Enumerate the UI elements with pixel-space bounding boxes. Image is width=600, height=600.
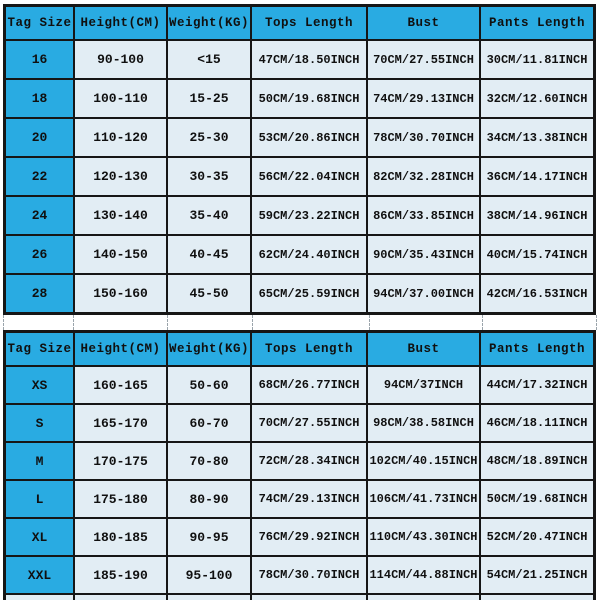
cell-bust: 94CM/37.00INCH: [367, 274, 480, 313]
cell-weight: 80-90: [167, 480, 251, 518]
header-tops-length: Tops Length: [251, 6, 367, 40]
cell-weight: 15-25: [167, 79, 251, 118]
cell-tops-length: 70CM/27.55INCH: [251, 404, 367, 442]
cell-height: 150-160: [74, 274, 167, 313]
header-pants-length: Pants Length: [480, 332, 594, 366]
cell-pants-length: 38CM/14.96INCH: [480, 196, 594, 235]
cell-pants-length: 50CM/19.68INCH: [480, 480, 594, 518]
cell-bust: 114CM/44.88INCH: [367, 556, 480, 594]
cell-bust: 70CM/27.55INCH: [367, 40, 480, 79]
cell-height: 90-100: [74, 40, 167, 79]
header-weight: Weight(KG): [167, 6, 251, 40]
cell-pants-length: 42CM/16.53INCH: [480, 274, 594, 313]
partial-cell: [251, 594, 367, 600]
cell-weight: 30-35: [167, 157, 251, 196]
header-tops-length: Tops Length: [251, 332, 367, 366]
cell-pants-length: 46CM/18.11INCH: [480, 404, 594, 442]
partial-cell: [367, 594, 480, 600]
cell-height: 185-190: [74, 556, 167, 594]
cell-tops-length: 76CM/29.92INCH: [251, 518, 367, 556]
cell-tag: 28: [5, 274, 74, 313]
cell-tops-length: 53CM/20.86INCH: [251, 118, 367, 157]
cell-weight: 70-80: [167, 442, 251, 480]
cell-weight: 25-30: [167, 118, 251, 157]
cell-tag: 18: [5, 79, 74, 118]
cell-height: 180-185: [74, 518, 167, 556]
gap-column-guide: [74, 315, 168, 330]
cell-pants-length: 40CM/15.74INCH: [480, 235, 594, 274]
gap-column-guide: [483, 315, 597, 330]
cell-height: 100-110: [74, 79, 167, 118]
gap-column-guide: [370, 315, 483, 330]
cell-bust: 90CM/35.43INCH: [367, 235, 480, 274]
cell-height: 120-130: [74, 157, 167, 196]
cell-pants-length: 36CM/14.17INCH: [480, 157, 594, 196]
header-height: Height(CM): [74, 6, 167, 40]
cell-height: 170-175: [74, 442, 167, 480]
header-weight: Weight(KG): [167, 332, 251, 366]
cell-weight: 95-100: [167, 556, 251, 594]
cell-tag: 20: [5, 118, 74, 157]
cell-pants-length: 34CM/13.38INCH: [480, 118, 594, 157]
header-bust: Bust: [367, 332, 480, 366]
cell-pants-length: 30CM/11.81INCH: [480, 40, 594, 79]
gap-column-guide: [253, 315, 370, 330]
cell-tops-length: 65CM/25.59INCH: [251, 274, 367, 313]
cell-pants-length: 54CM/21.25INCH: [480, 556, 594, 594]
cell-bust: 94CM/37INCH: [367, 366, 480, 404]
cell-tag: 26: [5, 235, 74, 274]
cell-height: 165-170: [74, 404, 167, 442]
header-bust: Bust: [367, 6, 480, 40]
cell-bust: 106CM/41.73INCH: [367, 480, 480, 518]
cell-bust: 102CM/40.15INCH: [367, 442, 480, 480]
cell-height: 140-150: [74, 235, 167, 274]
table-gap: [3, 315, 600, 330]
header-height: Height(CM): [74, 332, 167, 366]
header-pants-length: Pants Length: [480, 6, 594, 40]
cell-tag: XL: [5, 518, 74, 556]
adult-size-table: [3, 330, 596, 600]
cell-weight: 90-95: [167, 518, 251, 556]
cell-weight: 50-60: [167, 366, 251, 404]
partial-cell: [167, 594, 251, 600]
cell-tops-length: 47CM/18.50INCH: [251, 40, 367, 79]
cell-tag: 16: [5, 40, 74, 79]
cell-weight: <15: [167, 40, 251, 79]
cell-bust: 74CM/29.13INCH: [367, 79, 480, 118]
cell-tops-length: 72CM/28.34INCH: [251, 442, 367, 480]
cell-bust: 98CM/38.58INCH: [367, 404, 480, 442]
cell-weight: 40-45: [167, 235, 251, 274]
cell-bust: 86CM/33.85INCH: [367, 196, 480, 235]
cell-tag: M: [5, 442, 74, 480]
gap-column-guide: [3, 315, 74, 330]
cell-weight: 35-40: [167, 196, 251, 235]
cell-weight: 45-50: [167, 274, 251, 313]
cell-height: 160-165: [74, 366, 167, 404]
cell-tops-length: 56CM/22.04INCH: [251, 157, 367, 196]
cell-height: 110-120: [74, 118, 167, 157]
cell-pants-length: 44CM/17.32INCH: [480, 366, 594, 404]
cell-tag: S: [5, 404, 74, 442]
gap-column-guide: [168, 315, 253, 330]
cell-tag: 22: [5, 157, 74, 196]
cell-height: 130-140: [74, 196, 167, 235]
cell-bust: 78CM/30.70INCH: [367, 118, 480, 157]
cell-pants-length: 48CM/18.89INCH: [480, 442, 594, 480]
cell-tops-length: 62CM/24.40INCH: [251, 235, 367, 274]
partial-cell: [5, 594, 74, 600]
cell-weight: 60-70: [167, 404, 251, 442]
cell-tops-length: 59CM/23.22INCH: [251, 196, 367, 235]
cell-tag: XXL: [5, 556, 74, 594]
header-tag-size: Tag Size: [5, 332, 74, 366]
cell-tops-length: 50CM/19.68INCH: [251, 79, 367, 118]
partial-cell: [480, 594, 594, 600]
cell-pants-length: 32CM/12.60INCH: [480, 79, 594, 118]
cell-tops-length: 68CM/26.77INCH: [251, 366, 367, 404]
header-tag-size: Tag Size: [5, 6, 74, 40]
cell-bust: 110CM/43.30INCH: [367, 518, 480, 556]
partial-cell: [74, 594, 167, 600]
cell-tag: L: [5, 480, 74, 518]
cell-tops-length: 78CM/30.70INCH: [251, 556, 367, 594]
cell-height: 175-180: [74, 480, 167, 518]
cell-bust: 82CM/32.28INCH: [367, 157, 480, 196]
kids-size-table: [3, 4, 596, 315]
cell-pants-length: 52CM/20.47INCH: [480, 518, 594, 556]
cell-tag: XS: [5, 366, 74, 404]
cell-tops-length: 74CM/29.13INCH: [251, 480, 367, 518]
cell-tag: 24: [5, 196, 74, 235]
